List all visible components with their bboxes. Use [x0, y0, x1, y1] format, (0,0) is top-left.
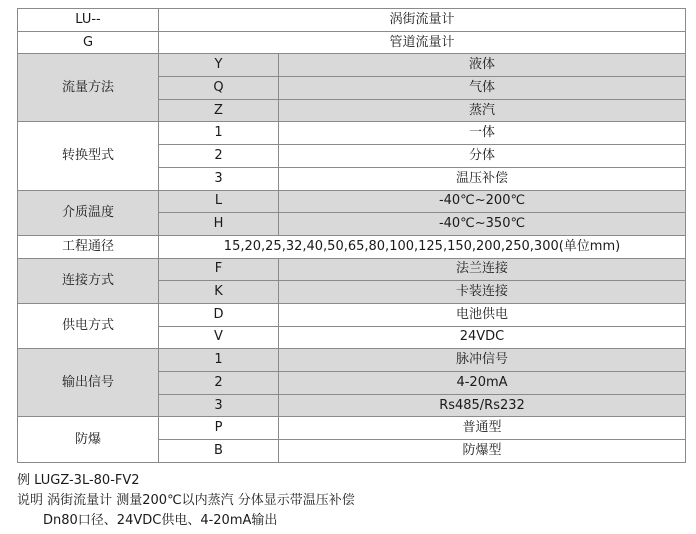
model-prefix-cell: LU-- — [18, 9, 159, 32]
table-row — [18, 417, 686, 440]
option-code-cell: L — [159, 190, 279, 213]
table-row — [18, 303, 686, 326]
option-desc-cell: 卡装连接 — [279, 281, 686, 304]
option-desc-cell: 普通型 — [279, 417, 686, 440]
table-row — [18, 235, 686, 258]
option-code-cell: 2 — [159, 145, 279, 168]
group-label-cell: 防爆 — [18, 417, 159, 462]
group-label-cell: 介质温度 — [18, 190, 159, 235]
option-code-cell: 1 — [159, 349, 279, 372]
g-code-cell: G — [18, 31, 159, 54]
option-desc-cell: 一体 — [279, 122, 686, 145]
explanation-line: 说明 涡街流量计 测量200℃以内蒸汽 分体显示带温压补偿 — [17, 493, 355, 508]
option-code-cell: D — [159, 303, 279, 326]
option-code-cell: F — [159, 258, 279, 281]
option-code-cell: H — [159, 213, 279, 236]
explanation-line-2: Dn80口径、24VDC供电、4-20mA输出 — [43, 513, 278, 528]
table-row-header — [18, 9, 686, 32]
option-code-cell: 1 — [159, 122, 279, 145]
option-desc-cell: -40℃~200℃ — [279, 190, 686, 213]
group-label-cell: 供电方式 — [18, 303, 159, 348]
option-code-cell: B — [159, 440, 279, 463]
model-selection-table — [17, 8, 686, 463]
option-code-cell: 3 — [159, 167, 279, 190]
option-code-cell: Z — [159, 99, 279, 122]
option-desc-cell: -40℃~350℃ — [279, 213, 686, 236]
table-row-g — [18, 31, 686, 54]
option-desc-cell: 液体 — [279, 54, 686, 77]
group-label-cell: 工程通径 — [18, 235, 159, 258]
table-row — [18, 122, 686, 145]
group-label-cell: 转换型式 — [18, 122, 159, 190]
group-label-cell: 流量方法 — [18, 54, 159, 122]
table-row — [18, 258, 686, 281]
option-code-cell: V — [159, 326, 279, 349]
option-desc-cell: 法兰连接 — [279, 258, 686, 281]
option-code-cell: P — [159, 417, 279, 440]
option-desc-cell: 分体 — [279, 145, 686, 168]
option-desc-cell: 24VDC — [279, 326, 686, 349]
option-desc-cell: 防爆型 — [279, 440, 686, 463]
option-desc-cell: 温压补偿 — [279, 167, 686, 190]
option-desc-cell: 气体 — [279, 77, 686, 100]
example-line: 例 LUGZ-3L-80-FV2 — [17, 473, 140, 488]
notes — [17, 471, 355, 531]
option-desc-cell: 脉冲信号 — [279, 349, 686, 372]
table-row — [18, 54, 686, 77]
option-code-cell: K — [159, 281, 279, 304]
option-code-cell: Y — [159, 54, 279, 77]
option-desc-cell: 4-20mA — [279, 372, 686, 395]
model-name-cell: 涡街流量计 — [159, 9, 686, 32]
g-name-cell: 管道流量计 — [159, 31, 686, 54]
option-code-cell: 3 — [159, 394, 279, 417]
option-desc-cell: 电池供电 — [279, 303, 686, 326]
group-label-cell: 连接方式 — [18, 258, 159, 303]
option-code-cell: 2 — [159, 372, 279, 395]
group-span-cell: 15,20,25,32,40,50,65,80,100,125,150,200,250,300(单位mm) — [159, 235, 686, 258]
table-row — [18, 190, 686, 213]
option-desc-cell: 蒸汽 — [279, 99, 686, 122]
option-code-cell: Q — [159, 77, 279, 100]
option-desc-cell: Rs485/Rs232 — [279, 394, 686, 417]
table-row — [18, 349, 686, 372]
group-label-cell: 输出信号 — [18, 349, 159, 417]
